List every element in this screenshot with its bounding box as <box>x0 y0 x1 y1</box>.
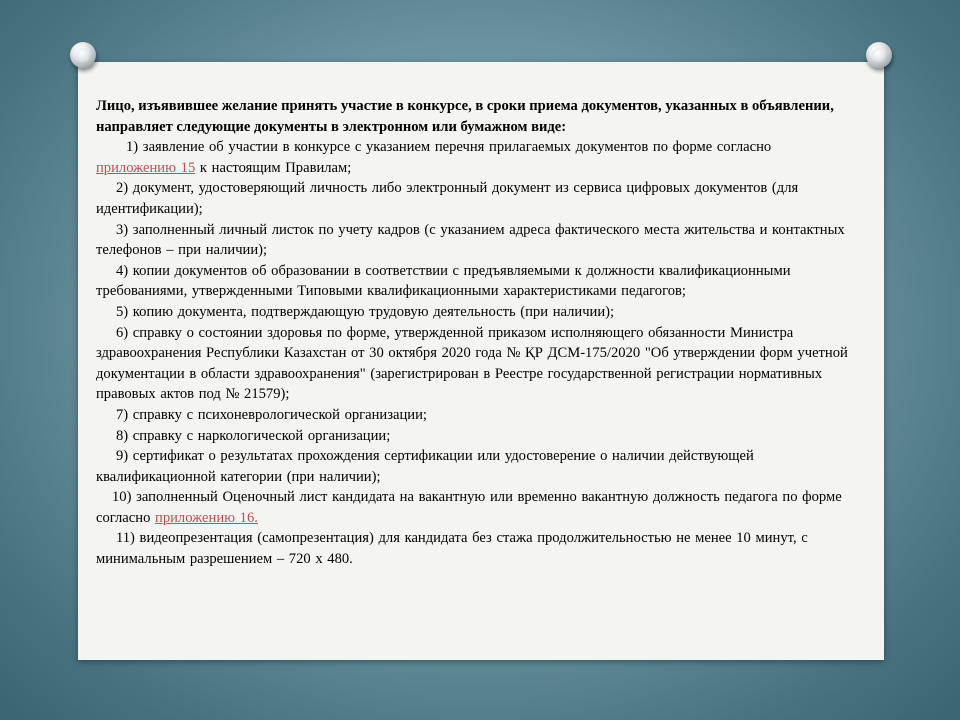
list-item-3: 3) заполненный личный листок по учету кадров (с указанием адреса фактического места жительства и контактных телефонов – при наличии); <box>96 221 845 259</box>
list-item-6: 6) справку о состоянии здоровья по форме, утвержденной приказом исполняющего обязанности Министра здравоохранения Республики Казахстан от 30 октября 2020 года № ҚР ДСМ-175/2020 "Об утверждении форм учетной документации в области здравоохранения" (зарегистрирован в Реестре государственной регистрации нормативных правовых актов под № 21579); <box>96 324 848 403</box>
appendix-15-link[interactable]: приложению 15 <box>96 159 196 176</box>
list-item-10 <box>96 487 848 528</box>
list-item-8: 8) справку с наркологической организации; <box>116 427 391 444</box>
document-text <box>96 96 848 570</box>
intro-paragraph: Лицо, изъявившее желание принять участие в конкурсе, в сроки приема документов, указанных в объявлении, направляет следующие документы в электронном или бумажном виде: <box>96 98 834 135</box>
appendix-16-link[interactable]: приложению 16. <box>155 509 258 526</box>
list-item-11: 11) видеопрезентация (самопрезентация) для кандидата без стажа продолжительностью не менее 10 минут, с минимальным разрешением – 720 х 480. <box>96 530 808 568</box>
list-item-7: 7) справку с психоневрологической организации; <box>116 406 427 423</box>
list-item-4: 4) копии документов об образовании в соответствии с предъявляемыми к должности квалификационными требованиями, утвержденными Типовыми квалификационными характеристиками педагогов; <box>96 262 791 300</box>
list-item-5: 5) копию документа, подтверждающую трудовую деятельность (при наличии); <box>116 303 615 320</box>
item-1-text-end: к настоящим Правилам; <box>195 159 352 176</box>
item-1-text: 1) заявление об участии в конкурсе с указанием перечня прилагаемых документов по форме согласно <box>126 139 772 156</box>
list-item-2: 2) документ, удостоверяющий личность либо электронный документ из сервиса цифровых документов (для идентификации); <box>96 180 799 217</box>
pushpin-icon <box>70 42 96 68</box>
list-item-9: 9) сертификат о результатах прохождения сертификации или удостоверение о наличии действующей квалификационной категории (при наличии); <box>96 448 754 485</box>
item-10-text: 10) заполненный Оценочный лист кандидата на вакантную или временно вакантную должность педагога по форме согласно <box>96 489 842 526</box>
pushpin-icon <box>866 42 892 68</box>
list-item-1 <box>96 137 848 178</box>
